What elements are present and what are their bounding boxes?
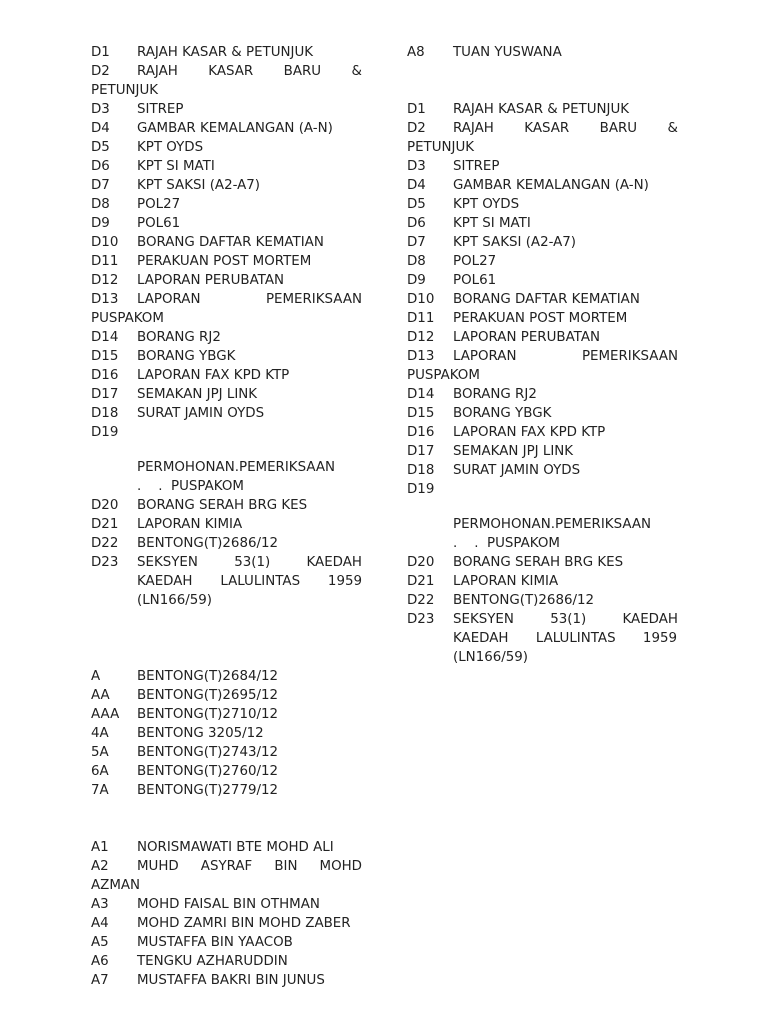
- item-word: KAEDAH: [622, 612, 678, 627]
- item-text: SITREP: [453, 159, 500, 174]
- item-text: LAPORAN KIMIA: [137, 517, 243, 532]
- item-text: GAMBAR KEMALANGAN (A-N): [137, 121, 333, 136]
- item-word: LAPORAN: [137, 292, 201, 307]
- item-text: LAPORAN KIMIA: [453, 574, 559, 589]
- item-code: D7: [407, 235, 426, 250]
- item-text: NORISMAWATI BTE MOHD ALI: [137, 840, 334, 855]
- item-text: SITREP: [137, 102, 184, 117]
- item-word: LALULINTAS: [535, 631, 616, 646]
- list-item: [91, 328, 362, 347]
- item-code: A7: [91, 973, 109, 988]
- list-item-continuation: PUSPAKOM: [407, 368, 480, 383]
- item-word: PEMERIKSAAN: [581, 349, 678, 364]
- list-item: [91, 214, 362, 233]
- item-text: BORANG DAFTAR KEMATIAN: [137, 235, 324, 250]
- item-code: A8: [407, 45, 425, 60]
- list-item-continuation: (LN166/59): [453, 650, 529, 665]
- list-item: [407, 442, 677, 461]
- item-word: BIN: [274, 859, 298, 874]
- item-code: D5: [407, 197, 426, 212]
- left-column: [91, 43, 362, 990]
- item-word: &: [667, 121, 678, 136]
- list-item-continuation: AZMAN: [91, 878, 141, 893]
- list-item: [407, 423, 677, 442]
- item-code: A5: [91, 935, 109, 950]
- list-item: [407, 271, 677, 290]
- item-code: D10: [407, 292, 435, 307]
- item-text: RAJAH KASAR & PETUNJUK: [453, 102, 630, 117]
- item-text: BORANG SERAH BRG KES: [453, 555, 624, 570]
- item-word: PEMERIKSAAN: [265, 292, 362, 307]
- item-code: D12: [91, 273, 119, 288]
- item-code: D11: [407, 311, 435, 326]
- item-code: A3: [91, 897, 109, 912]
- item-code: D17: [91, 387, 119, 402]
- d-list-left: [91, 43, 362, 610]
- list-item: [91, 515, 362, 534]
- item-text: BENTONG(T)2710/12: [137, 707, 279, 722]
- item-word: SEKSYEN: [453, 612, 514, 627]
- item-code: D6: [91, 159, 110, 174]
- list-item: [91, 195, 362, 214]
- list-item: [407, 385, 677, 404]
- list-item: [407, 290, 677, 309]
- right-column: [407, 43, 677, 667]
- list-item: [407, 233, 677, 252]
- item-text: . . PUSPAKOM: [137, 479, 244, 494]
- item-word: LAPORAN: [453, 349, 517, 364]
- item-text: SURAT JAMIN OYDS: [453, 463, 581, 478]
- item-code: D3: [91, 102, 110, 117]
- item-text: KPT SI MATI: [137, 159, 215, 174]
- item-code: D12: [407, 330, 435, 345]
- item-word: RAJAH: [453, 121, 494, 136]
- item-code: D13: [91, 292, 119, 307]
- item-code: A4: [91, 916, 109, 931]
- list-item: [407, 591, 677, 610]
- list-item-continuation: PETUNJUK: [91, 83, 159, 98]
- list-item: [91, 366, 362, 385]
- item-code: A6: [91, 954, 109, 969]
- item-word: &: [351, 64, 362, 79]
- item-text: BORANG SERAH BRG KES: [137, 498, 308, 513]
- item-text: MOHD ZAMRI BIN MOHD ZABER: [137, 916, 351, 931]
- item-code: D6: [407, 216, 426, 231]
- witness-list-left: [91, 838, 362, 990]
- item-code: D19: [407, 482, 435, 497]
- item-code: 4A: [91, 726, 109, 741]
- item-code: D22: [407, 593, 435, 608]
- item-word: 1959: [327, 574, 362, 589]
- item-text: SEMAKAN JPJ LINK: [453, 444, 574, 459]
- item-code: D8: [91, 197, 110, 212]
- item-text: LAPORAN FAX KPD KTP: [453, 425, 606, 440]
- item-code: D23: [91, 555, 119, 570]
- item-code: D8: [407, 254, 426, 269]
- list-item-continuation: [91, 572, 362, 591]
- item-code: D15: [91, 349, 119, 364]
- item-text: BENTONG(T)2695/12: [137, 688, 279, 703]
- item-code: D15: [407, 406, 435, 421]
- item-word: MUHD: [137, 859, 179, 874]
- item-text: POL27: [137, 197, 181, 212]
- item-code: 5A: [91, 745, 109, 760]
- item-word: RAJAH: [137, 64, 178, 79]
- item-word: 53(1): [234, 555, 271, 570]
- item-text: KPT SAKSI (A2-A7): [137, 178, 261, 193]
- list-item: [91, 423, 362, 442]
- item-code: D1: [91, 45, 110, 60]
- item-text: KPT SI MATI: [453, 216, 531, 231]
- item-word: LALULINTAS: [220, 574, 301, 589]
- list-item: [407, 461, 677, 480]
- list-item: [91, 743, 362, 762]
- item-text: LAPORAN PERUBATAN: [453, 330, 601, 345]
- item-word: KASAR: [208, 64, 254, 79]
- list-item-continuation: [407, 629, 677, 648]
- list-item: [91, 838, 362, 857]
- item-code: D1: [407, 102, 426, 117]
- item-code: D5: [91, 140, 110, 155]
- item-text: PERAKUAN POST MORTEM: [137, 254, 312, 269]
- list-item: [407, 404, 677, 423]
- list-item: [91, 233, 362, 252]
- list-item-continuation: PUSPAKOM: [91, 311, 164, 326]
- item-text: BENTONG(T)2686/12: [453, 593, 595, 608]
- item-code: AA: [91, 688, 110, 703]
- list-item: [407, 480, 677, 499]
- item-word: 1959: [642, 631, 677, 646]
- list-item: [91, 271, 362, 290]
- list-item-continuation: (LN166/59): [137, 593, 213, 608]
- item-code: A1: [91, 840, 109, 855]
- item-word: SEKSYEN: [137, 555, 198, 570]
- item-code: D4: [407, 178, 426, 193]
- item-code: D4: [91, 121, 110, 136]
- item-text: POL27: [453, 254, 497, 269]
- list-item: [407, 195, 677, 214]
- list-item: [407, 252, 677, 271]
- item-text: BENTONG(T)2779/12: [137, 783, 279, 798]
- item-text: KPT OYDS: [137, 140, 204, 155]
- item-text: MUSTAFFA BAKRI BIN JUNUS: [137, 973, 325, 988]
- item-text: LAPORAN FAX KPD KTP: [137, 368, 290, 383]
- list-item: [407, 328, 677, 347]
- list-item: [407, 534, 677, 553]
- list-item-continuation: PETUNJUK: [407, 140, 475, 155]
- item-word: KAEDAH: [306, 555, 362, 570]
- list-item: [407, 515, 677, 534]
- item-code: D9: [91, 216, 110, 231]
- item-code: D21: [91, 517, 119, 532]
- list-item: [407, 553, 677, 572]
- list-item: [91, 971, 362, 990]
- item-code: D11: [91, 254, 119, 269]
- item-text: PERMOHONAN.PEMERIKSAAN: [137, 460, 336, 475]
- item-text: BENTONG(T)2760/12: [137, 764, 279, 779]
- list-item: [91, 914, 362, 933]
- list-item: [91, 933, 362, 952]
- item-code: D3: [407, 159, 426, 174]
- item-text: BORANG YBGK: [453, 406, 552, 421]
- list-item: [91, 952, 362, 971]
- list-item: [407, 100, 677, 119]
- list-item: [91, 705, 362, 724]
- item-code: D16: [91, 368, 119, 383]
- item-text: BORANG DAFTAR KEMATIAN: [453, 292, 640, 307]
- item-code: D21: [407, 574, 435, 589]
- item-code: D14: [407, 387, 435, 402]
- list-item: [91, 290, 362, 309]
- item-text: . . PUSPAKOM: [453, 536, 560, 551]
- list-item: [91, 686, 362, 705]
- item-text: MUSTAFFA BIN YAACOB: [137, 935, 293, 950]
- item-code: D14: [91, 330, 119, 345]
- item-code: D9: [407, 273, 426, 288]
- list-item: [407, 157, 677, 176]
- list-item: [91, 176, 362, 195]
- item-code: 7A: [91, 783, 109, 798]
- list-item: [91, 119, 362, 138]
- item-text: MOHD FAISAL BIN OTHMAN: [137, 897, 320, 912]
- list-item: [407, 176, 677, 195]
- item-text: BENTONG(T)2686/12: [137, 536, 279, 551]
- list-item: [91, 157, 362, 176]
- item-code: D13: [407, 349, 435, 364]
- d-list-right: [407, 100, 677, 667]
- item-code: D7: [91, 178, 110, 193]
- list-item: [91, 347, 362, 366]
- item-code: AAA: [91, 707, 120, 722]
- item-text: BENTONG(T)2684/12: [137, 669, 279, 684]
- item-code: D22: [91, 536, 119, 551]
- list-item: [91, 724, 362, 743]
- item-code: D20: [91, 498, 119, 513]
- item-code: A: [91, 669, 101, 684]
- item-text: BORANG YBGK: [137, 349, 236, 364]
- item-text: BORANG RJ2: [137, 330, 221, 345]
- list-item: [91, 477, 362, 496]
- list-item: [91, 404, 362, 423]
- list-item: [91, 762, 362, 781]
- list-item: [91, 100, 362, 119]
- item-word: MOHD: [319, 859, 362, 874]
- list-item: [91, 895, 362, 914]
- item-code: D18: [407, 463, 435, 478]
- item-word: KAEDAH: [137, 574, 193, 589]
- item-text: GAMBAR KEMALANGAN (A-N): [453, 178, 649, 193]
- case-list-left: [91, 667, 362, 800]
- list-item: [407, 309, 677, 328]
- item-code: D2: [91, 64, 110, 79]
- list-item: [91, 385, 362, 404]
- item-text: BENTONG 3205/12: [137, 726, 264, 741]
- item-text: KPT OYDS: [453, 197, 520, 212]
- item-text: TUAN YUSWANA: [453, 45, 562, 60]
- item-code: D23: [407, 612, 435, 627]
- item-code: D10: [91, 235, 119, 250]
- item-text: TENGKU AZHARUDDIN: [137, 954, 288, 969]
- list-item: [407, 43, 677, 62]
- list-item: [91, 252, 362, 271]
- item-text: PERAKUAN POST MORTEM: [453, 311, 628, 326]
- item-code: D20: [407, 555, 435, 570]
- list-item: [91, 534, 362, 553]
- item-text: SEMAKAN JPJ LINK: [137, 387, 258, 402]
- item-word: KAEDAH: [453, 631, 509, 646]
- item-code: D17: [407, 444, 435, 459]
- list-item: [91, 667, 362, 686]
- item-text: PERMOHONAN.PEMERIKSAAN: [453, 517, 652, 532]
- item-text: RAJAH KASAR & PETUNJUK: [137, 45, 314, 60]
- list-item: [91, 43, 362, 62]
- item-word: BARU: [599, 121, 638, 136]
- item-text: BENTONG(T)2743/12: [137, 745, 279, 760]
- list-item: [91, 857, 362, 876]
- list-item: [91, 62, 362, 81]
- item-word: KASAR: [524, 121, 570, 136]
- list-item: [407, 214, 677, 233]
- item-text: POL61: [453, 273, 497, 288]
- item-word: BARU: [283, 64, 322, 79]
- list-item: [407, 119, 677, 138]
- list-item: [91, 458, 362, 477]
- list-item: [407, 610, 677, 629]
- list-item: [91, 781, 362, 800]
- list-item: [407, 347, 677, 366]
- item-word: ASYRAF: [200, 859, 253, 874]
- item-text: LAPORAN PERUBATAN: [137, 273, 285, 288]
- item-code: D18: [91, 406, 119, 421]
- list-item: [407, 572, 677, 591]
- item-text: POL61: [137, 216, 181, 231]
- item-code: D16: [407, 425, 435, 440]
- item-text: BORANG RJ2: [453, 387, 537, 402]
- item-text: SURAT JAMIN OYDS: [137, 406, 265, 421]
- item-code: D19: [91, 425, 119, 440]
- item-code: D2: [407, 121, 426, 136]
- item-text: KPT SAKSI (A2-A7): [453, 235, 577, 250]
- item-word: 53(1): [550, 612, 587, 627]
- list-item: [91, 138, 362, 157]
- list-item: [91, 496, 362, 515]
- item-code: A2: [91, 859, 109, 874]
- item-code: 6A: [91, 764, 109, 779]
- list-item: [91, 553, 362, 572]
